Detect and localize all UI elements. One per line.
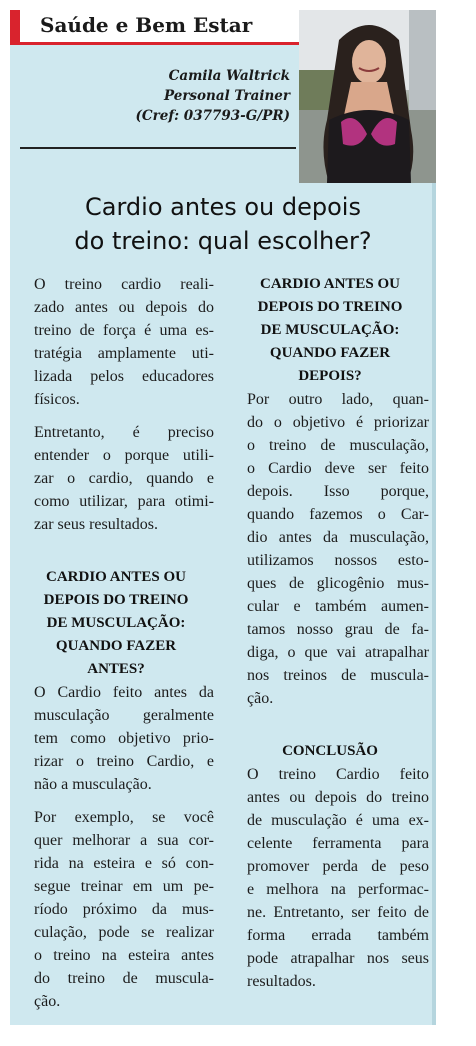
- text-line: ne. Entretanto, ser feito de: [247, 904, 429, 921]
- author-byline: [135, 66, 290, 126]
- author-photo-illustration: [299, 10, 436, 183]
- subhead-line: CARDIO ANTES OU: [259, 276, 401, 292]
- text-line: ção.: [247, 690, 274, 707]
- text-line: musculação geralmente: [34, 707, 214, 724]
- text-line: O treino cardio reali-: [34, 276, 214, 293]
- text-line: promover perda de peso: [247, 858, 429, 875]
- subhead-line: DEPOIS DO TREINO: [257, 299, 403, 315]
- text-line: Entretanto, é preciso: [34, 424, 214, 441]
- subhead-line: CONCLUSÃO: [282, 743, 378, 759]
- text-line: quer melhorar a sua cor-: [34, 832, 214, 849]
- text-line: forma errada também: [247, 927, 429, 944]
- subhead-line: ANTES?: [87, 661, 145, 677]
- text-line: o treino de musculação,: [247, 437, 429, 454]
- text-line: celente ferramenta para: [247, 835, 429, 852]
- text-line: do o objetivo é priorizar: [247, 414, 429, 431]
- paragraph-exemplo: [18, 806, 214, 1013]
- text-line: tratégia amplamente uti-: [34, 345, 214, 362]
- text-line: físicos.: [34, 391, 80, 408]
- text-line: como utilizar, para otimi-: [34, 493, 214, 510]
- subhead-antes: [18, 566, 214, 681]
- author-photo: [299, 10, 436, 183]
- text-line: rida na esteira e só con-: [34, 855, 214, 872]
- text-line: utilizamos nossos esto-: [247, 552, 429, 569]
- text-line: zar o cardio, quando e: [34, 470, 214, 487]
- text-line: nos treinos de muscula-: [247, 667, 429, 684]
- article-headline: [20, 190, 426, 258]
- text-line: rizar o treino Cardio, e: [34, 753, 214, 770]
- text-line: quando fazemos o Car-: [247, 506, 429, 523]
- text-line: cular e também aumen-: [247, 598, 429, 615]
- text-line: antes ou depois do treino: [247, 789, 429, 806]
- section-header: [10, 10, 299, 45]
- subhead-depois: [231, 273, 429, 388]
- text-line: o Cardio deve ser feito: [247, 460, 429, 477]
- text-line: zado antes ou depois do: [34, 299, 214, 316]
- text-line: O Cardio feito antes da: [34, 684, 214, 701]
- paragraph-cardio-depois: [231, 388, 429, 710]
- subhead-line: DE MUSCULAÇÃO:: [46, 615, 186, 631]
- text-line: ques de glicogênio mus-: [247, 575, 429, 592]
- author-name: Camila Waltrick: [168, 68, 290, 84]
- text-line: O treino Cardio feito: [247, 766, 429, 783]
- paragraph-cardio-antes: [18, 681, 214, 796]
- subhead-line: QUANDO FAZER: [269, 345, 391, 361]
- text-line: diga, o que vai atrapalhar: [247, 644, 429, 661]
- text-line: pode atrapalhar nos seus: [247, 950, 429, 967]
- subhead-line: DE MUSCULAÇÃO:: [260, 322, 400, 338]
- left-column: [18, 273, 214, 1013]
- text-line: entender o porque utili-: [34, 447, 214, 464]
- subhead-line: QUANDO FAZER: [55, 638, 177, 654]
- text-line: treino de força é uma es-: [34, 322, 214, 339]
- text-line: ção.: [34, 993, 61, 1010]
- text-line: Por outro lado, quan-: [247, 391, 429, 408]
- text-line: ríodo próximo da mus-: [34, 901, 214, 918]
- text-line: dio antes da musculação,: [247, 529, 429, 546]
- text-line: culação, pode se realizar: [34, 924, 214, 941]
- author-role: Personal Trainer: [163, 88, 290, 104]
- text-line: o treino na esteira antes: [34, 947, 214, 964]
- headline-line-1: Cardio antes ou depois: [85, 193, 361, 221]
- subhead-line: CARDIO ANTES OU: [45, 569, 187, 585]
- author-credential: (Cref: 037793-G/PR): [135, 108, 290, 124]
- headline-line-2: do treino: qual escolher?: [74, 227, 372, 255]
- text-line: tamos nosso grau de fa-: [247, 621, 429, 638]
- text-line: tem como objetivo prio-: [34, 730, 214, 747]
- text-line: do treino de muscula-: [34, 970, 214, 987]
- text-line: segue treinar em um pe-: [34, 878, 214, 895]
- subhead-line: DEPOIS?: [298, 368, 362, 384]
- subhead-line: DEPOIS DO TREINO: [43, 592, 189, 608]
- text-line: depois. Isso porque,: [247, 483, 429, 500]
- text-line: e melhora na performac-: [247, 881, 429, 898]
- text-line: Por exemplo, se você: [34, 809, 214, 826]
- paragraph-conclusao: [231, 763, 429, 993]
- text-line: não a musculação.: [34, 776, 152, 793]
- section-accent-bar: [10, 10, 20, 42]
- paragraph-entretanto: [18, 421, 214, 536]
- text-line: zar seus resultados.: [34, 516, 158, 533]
- text-line: de musculação é uma ex-: [247, 812, 429, 829]
- paragraph-intro: [18, 273, 214, 411]
- section-title: Saúde e Bem Estar: [40, 13, 253, 37]
- text-line: lizada pelos educadores: [34, 368, 214, 385]
- right-column: [231, 273, 429, 993]
- byline-divider: [20, 147, 296, 149]
- subhead-conclusao: [231, 740, 429, 763]
- text-line: resultados.: [247, 973, 316, 990]
